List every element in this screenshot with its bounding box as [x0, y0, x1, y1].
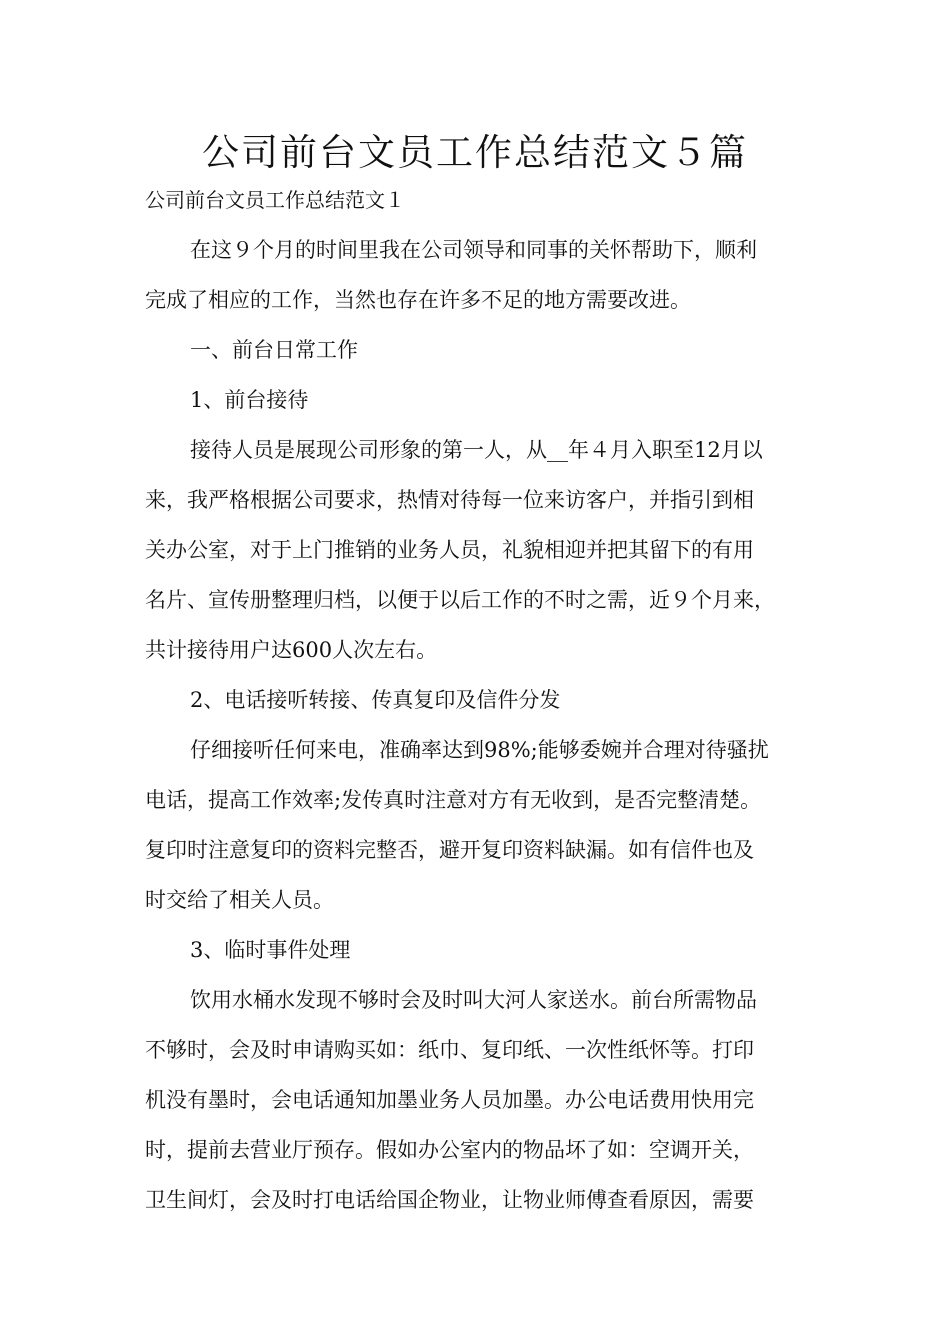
text-line: 不够时，会及时申请购买如：纸巾、复印纸、一次性纸怀等。打印: [145, 1038, 754, 1062]
text-line: 关办公室，对于上门推销的业务人员，礼貌相迎并把其留下的有用: [145, 538, 754, 562]
text-line: 完成了相应的工作，当然也存在许多不足的地方需要改进。: [145, 288, 691, 312]
text-line: 卫生间灯，会及时打电话给国企物业，让物业师傅查看原因，需要: [145, 1188, 754, 1212]
document-title: 公司前台文员工作总结范文５篇: [202, 131, 748, 174]
text-line: 仔细接听任何来电，准确率达到98%;能够委婉并合理对待骚扰: [190, 738, 769, 762]
heading-line: 3、临时事件处理: [190, 938, 351, 962]
text-line: 名片、宣传册整理归档，以便于以后工作的不时之需，近９个月来，: [145, 588, 775, 612]
text-line: 时，提前去营业厅预存。假如办公室内的物品坏了如：空调开关，: [145, 1138, 754, 1162]
text-line: 复印时注意复印的资料完整否，避开复印资料缺漏。如有信件也及: [145, 838, 754, 862]
heading-line: 1、前台接待: [190, 388, 309, 412]
text-line: 在这９个月的时间里我在公司领导和同事的关怀帮助下，顺利: [190, 238, 757, 262]
text-line: 接待人员是展现公司形象的第一人，从__年４月入职至12月以: [190, 438, 763, 462]
text-line: 共计接待用户达600人次左右。: [145, 638, 438, 662]
heading-line: 一、前台日常工作: [190, 338, 358, 362]
section-subtitle: 公司前台文员工作总结范文１: [145, 188, 405, 212]
text-line: 机没有墨时，会电话通知加墨业务人员加墨。办公电话费用快用完: [145, 1088, 754, 1112]
text-line: 时交给了相关人员。: [145, 888, 334, 912]
text-line: 来，我严格根据公司要求，热情对待每一位来访客户，并指引到相: [145, 488, 754, 512]
text-line: 饮用水桶水发现不够时会及时叫大河人家送水。前台所需物品: [190, 988, 757, 1012]
heading-line: 2、电话接听转接、传真复印及信件分发: [190, 688, 561, 712]
text-line: 电话，提高工作效率;发传真时注意对方有无收到，是否完整清楚。: [145, 788, 762, 812]
